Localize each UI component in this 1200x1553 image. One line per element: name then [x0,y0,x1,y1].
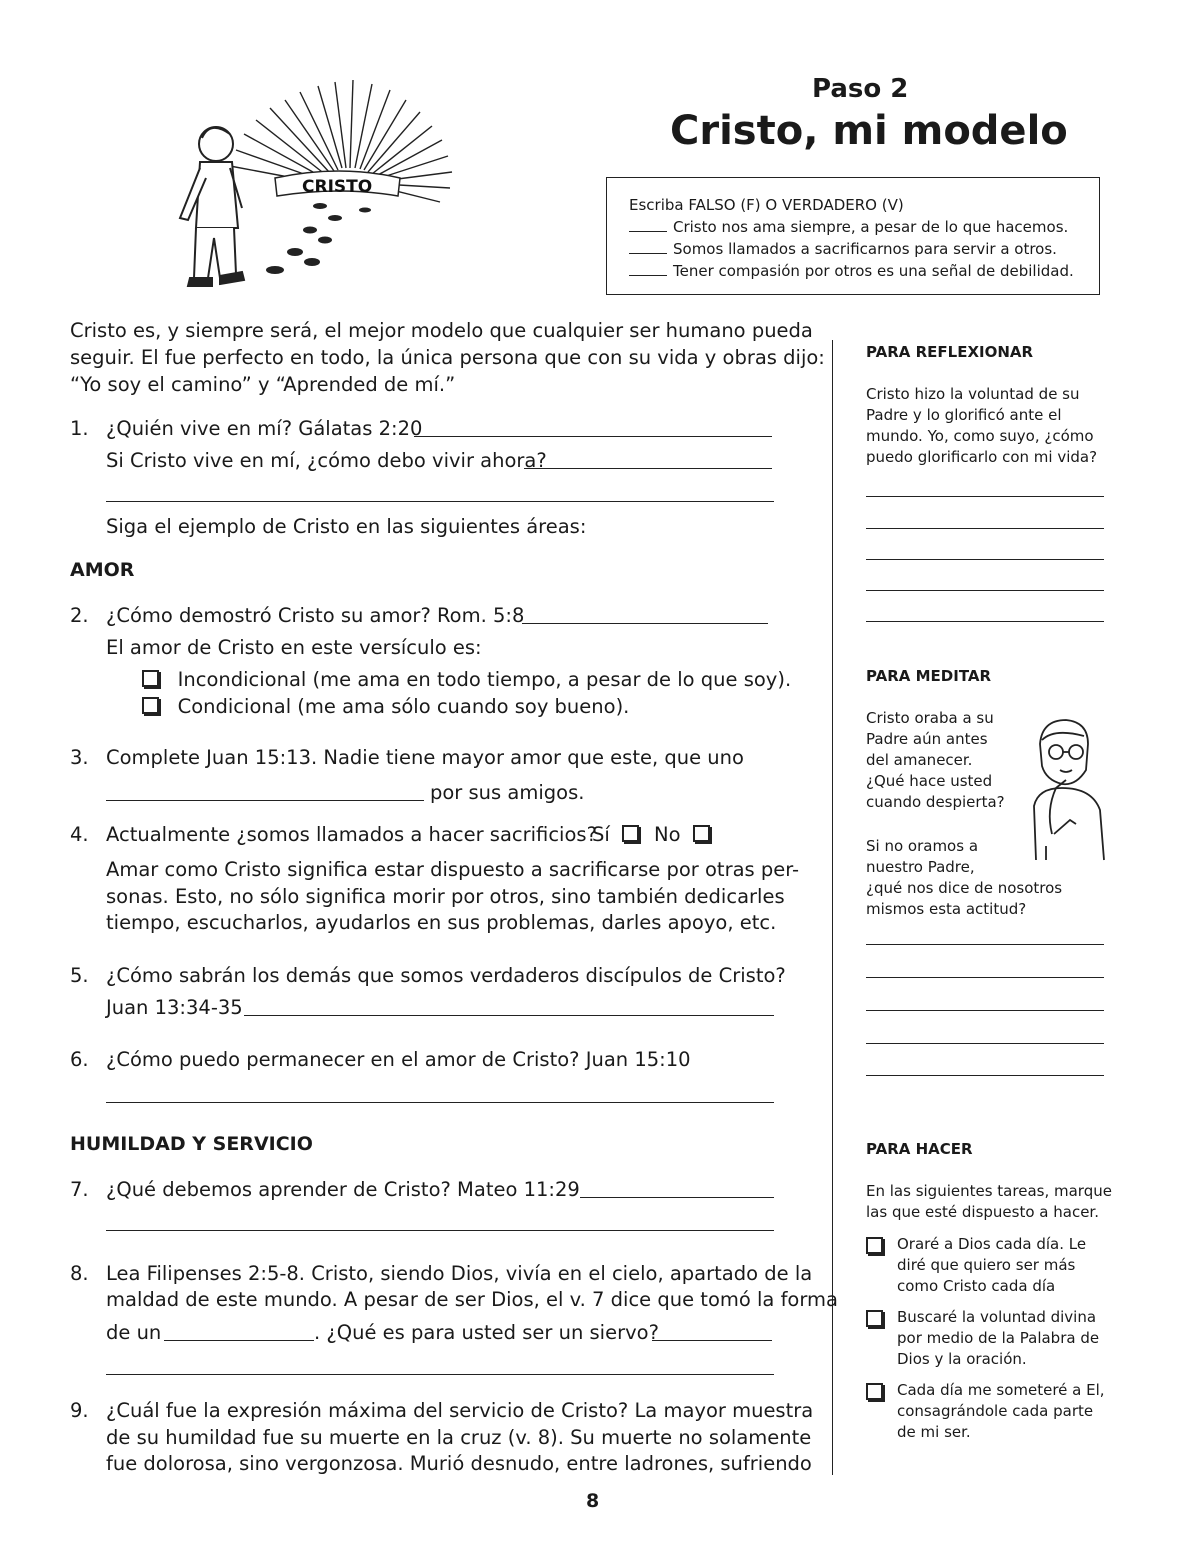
question-number: 5. [70,964,89,987]
question-text: ¿Cómo puedo permanecer en el amor de Cristo? Juan 15:10 [106,1048,691,1071]
answer-line[interactable] [106,1356,774,1375]
answer-line[interactable] [522,605,768,624]
answer-line[interactable] [244,997,774,1016]
checkbox-icon[interactable] [693,825,710,842]
sidebar-text: Si no oramos a nuestro Padre, ¿qué nos dice de nosotros mismos esta actitud? [866,837,1063,918]
task-item: Oraré a Dios cada día. Le diré que quiero ser más como Cristo cada día [866,1234,1086,1297]
paragraph-line: de un [106,1321,162,1344]
answer-line[interactable] [866,496,1104,497]
paragraph-line: maldad de este mundo. A pesar de ser Dios, el v. 7 dice que tomó la forma [106,1288,838,1311]
question-text: ¿Quién vive en mí? Gálatas 2:20 [106,417,423,440]
answer-line[interactable] [866,944,1104,945]
answer-line[interactable] [524,450,772,469]
option-incondicional: Incondicional (me ama en todo tiempo, a pesar de lo que soy). [142,667,791,693]
intro-line: seguir. El fue perfecto en todo, la única persona que con su vida y obras dijo: [70,346,825,369]
task-item: Cada día me someteré a El, consagrándole cada parte de mi ser. [866,1380,1105,1443]
checkbox-icon[interactable] [142,670,159,687]
option-condicional: Condicional (me ama sólo cuando soy bueno). [142,694,629,720]
question-number: 3. [70,746,89,769]
question-text: ¿Qué debemos aprender de Cristo? Mateo 11:29 [106,1178,580,1201]
question-text: ¿Cómo demostró Cristo su amor? Rom. 5:8 [106,604,525,627]
sidebar-text: Cristo hizo la voluntad de su Padre y lo glorificó ante el mundo. Yo, como suyo, ¿cómo puedo glorificarlo con mi vida? [866,385,1098,466]
sidebar-heading-hacer: PARA HACER [866,1140,973,1158]
question-reference: Juan 13:34-35 [106,996,243,1019]
paragraph-line: tiempo, escucharlos, ayudarlos en sus problemas, darles apoyo, etc. [106,911,777,934]
page-number: 8 [586,1490,600,1512]
answer-blank[interactable] [629,241,667,254]
page-title: Cristo, mi modelo [670,108,1068,154]
answer-line[interactable] [164,1322,314,1341]
section-heading-amor: AMOR [70,559,135,581]
paragraph-line: Lea Filipenses 2:5-8. Cristo, siendo Dios, vivía en el cielo, apartado de la [106,1262,813,1285]
question-text: Complete Juan 15:13. Nadie tiene mayor amor que este, que uno [106,746,744,769]
checkbox-icon[interactable] [866,1383,883,1400]
answer-line[interactable] [866,528,1104,529]
answer-line[interactable] [106,1212,774,1231]
question-number: 2. [70,604,89,627]
answer-line[interactable] [866,977,1104,978]
checkbox-icon[interactable] [142,697,159,714]
answer-blank[interactable] [629,219,667,232]
cristo-illustration [150,78,460,303]
task-item: Buscaré la voluntad divina por medio de la Palabra de Dios y la oración. [866,1307,1099,1370]
true-false-instruction: Escriba FALSO (F) O VERDADERO (V) [629,196,904,214]
true-false-box [606,177,1100,295]
checkbox-icon[interactable] [622,825,639,842]
sidebar-heading-reflexionar: PARA REFLEXIONAR [866,343,1034,361]
paragraph-line: de su humildad fue su muerte en la cruz (v. 8). Su muerte no solamente [106,1426,812,1449]
intro-line: “Yo soy el camino” y “Aprended de mí.” [70,373,456,396]
answer-line[interactable] [414,418,772,437]
question-text: por sus amigos. [430,781,585,804]
answer-line[interactable] [866,1075,1104,1076]
answer-line[interactable] [106,782,424,801]
question-text: Actualmente ¿somos llamados a hacer sacrificios? [106,823,597,846]
section-heading-humildad: HUMILDAD Y SERVICIO [70,1133,313,1155]
checkbox-icon[interactable] [866,1237,883,1254]
paragraph-line: sonas. Esto, no sólo significa morir por otros, sino también dedicarles [106,885,785,908]
question-number: 9. [70,1399,89,1422]
true-false-item: Somos llamados a sacrificarnos para servir a otros. [629,238,1099,260]
cristo-banner-text: CRISTO [302,177,373,197]
answer-line[interactable] [106,483,774,502]
paragraph-line: . ¿Qué es para usted ser un siervo? [314,1321,659,1344]
answer-line[interactable] [866,1010,1104,1011]
true-false-item: Tener compasión por otros es una señal de debilidad. [629,260,1099,282]
checkbox-icon[interactable] [866,1310,883,1327]
question-text: ¿Cómo sabrán los demás que somos verdaderos discípulos de Cristo? [106,964,786,987]
paragraph-line: ¿Cuál fue la expresión máxima del servicio de Cristo? La mayor muestra [106,1399,814,1422]
intro-line: Cristo es, y siempre será, el mejor modelo que cualquier ser humano pueda [70,319,813,342]
question-text: Si Cristo vive en mí, ¿cómo debo vivir ahora? [106,449,547,472]
question-number: 7. [70,1178,89,1201]
answer-blank[interactable] [629,263,667,276]
answer-line[interactable] [580,1179,774,1198]
question-number: 1. [70,417,89,440]
question-subtext: El amor de Cristo en este versículo es: [106,636,482,659]
boy-figure [180,127,244,286]
question-number: 4. [70,823,89,846]
option-si: Sí [592,822,639,848]
sidebar-heading-meditar: PARA MEDITAR [866,667,992,685]
sidebar-text: En las siguientes tareas, marque las que esté dispuesto a hacer. [866,1182,1112,1221]
question-number: 6. [70,1048,89,1071]
answer-line[interactable] [866,1043,1104,1044]
answer-line[interactable] [866,590,1104,591]
instruction-text: Siga el ejemplo de Cristo en las siguientes áreas: [106,515,587,538]
footprints [266,203,371,274]
true-false-item: Cristo nos ama siempre, a pesar de lo que hacemos. [629,216,1099,238]
answer-line[interactable] [866,559,1104,560]
answer-line[interactable] [866,621,1104,622]
paragraph-line: Amar como Cristo significa estar dispuesto a sacrificarse por otras per- [106,858,800,881]
answer-line[interactable] [106,1084,774,1103]
paragraph-line: fue dolorosa, sino vergonzosa. Murió desnudo, entre ladrones, sufriendo [106,1452,812,1475]
step-label: Paso 2 [812,74,909,104]
option-no: No [654,822,710,848]
sidebar-text: Cristo oraba a su Padre aún antes del amanecer. ¿Qué hace usted cuando despierta? [866,709,1005,811]
question-number: 8. [70,1262,89,1285]
answer-line[interactable] [652,1322,772,1341]
